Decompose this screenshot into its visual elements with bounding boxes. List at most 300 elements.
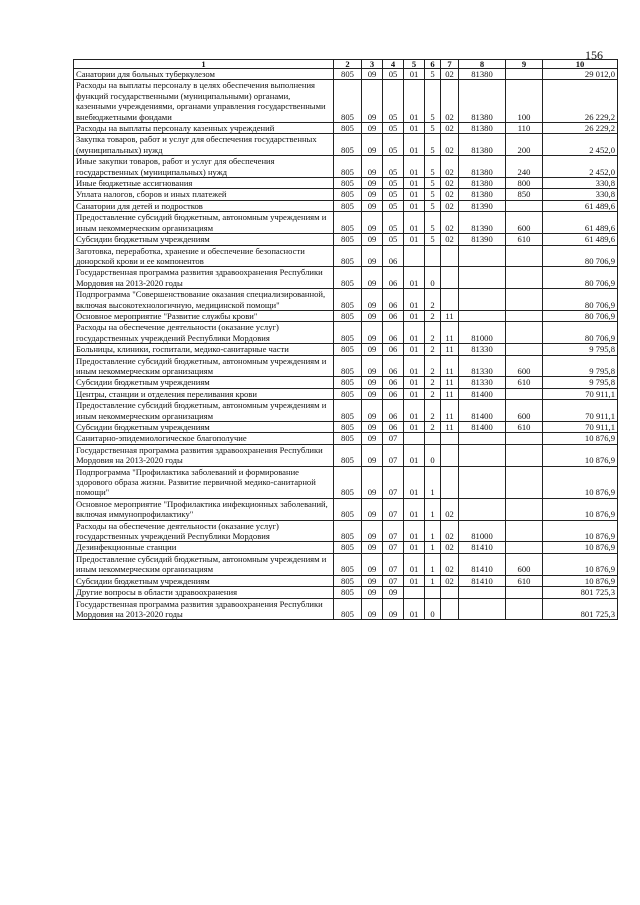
col-5-cell: [404, 433, 425, 444]
amount-cell: 10 876,9: [543, 433, 618, 444]
amount-cell: 80 706,9: [543, 310, 618, 321]
col-3-cell: 09: [362, 322, 383, 344]
col-9-cell: [506, 520, 543, 542]
col-4-cell: 06: [383, 289, 404, 311]
col-2-cell: 805: [334, 134, 362, 156]
table-row: [74, 178, 618, 189]
col-6-cell: 2: [425, 344, 441, 355]
col-2-cell: 805: [334, 69, 362, 80]
col-9-cell: 110: [506, 123, 543, 134]
col-7-cell: 02: [441, 542, 459, 553]
col-2-cell: 805: [334, 178, 362, 189]
col-8-cell: 81000: [459, 322, 506, 344]
col-2-cell: 805: [334, 433, 362, 444]
col-9-cell: 100: [506, 80, 543, 123]
col-8-cell: 81400: [459, 400, 506, 422]
col-9-cell: [506, 322, 543, 344]
col-5-cell: 01: [404, 466, 425, 498]
col-8-cell: 81380: [459, 69, 506, 80]
col-6-cell: [425, 245, 441, 267]
row-name: Государственная программа развития здравоохранения Республики Мордовия на 2013-2020 годы: [74, 444, 334, 466]
amount-cell: 80 706,9: [543, 322, 618, 344]
amount-cell: 330,8: [543, 189, 618, 200]
col-7-cell: 02: [441, 69, 459, 80]
col-3-cell: 09: [362, 234, 383, 245]
col-6-cell: 1: [425, 553, 441, 575]
row-name: Основное мероприятие "Профилактика инфекционных заболеваний, включая иммунопрофилактику": [74, 498, 334, 520]
col-2-cell: 805: [334, 400, 362, 422]
col-5-cell: 01: [404, 575, 425, 586]
col-3-cell: 09: [362, 189, 383, 200]
table-row: [74, 267, 618, 289]
col-2-cell: 805: [334, 344, 362, 355]
col-8-cell: 81380: [459, 123, 506, 134]
col-7-cell: 02: [441, 575, 459, 586]
col-5-cell: 01: [404, 400, 425, 422]
col-9-cell: 240: [506, 156, 543, 178]
col-7-cell: 02: [441, 553, 459, 575]
col-8-cell: [459, 498, 506, 520]
col-6-cell: 2: [425, 422, 441, 433]
col-7-cell: 02: [441, 80, 459, 123]
col-4-cell: 05: [383, 156, 404, 178]
col-6-cell: 1: [425, 575, 441, 586]
row-name: Расходы на обеспечение деятельности (оказание услуг) государственных учреждений Республики Мордовия: [74, 520, 334, 542]
col-3-cell: 09: [362, 123, 383, 134]
col-3-cell: 09: [362, 598, 383, 620]
row-name: Расходы на выплаты персоналу в целях обеспечения выполнения функций государственными (муниципальными) органами, казенными учреждениями, органами управления государственными внебюджетными фондами: [74, 80, 334, 123]
col-9-cell: [506, 289, 543, 311]
col-4-cell: 07: [383, 553, 404, 575]
column-header: 3: [362, 60, 383, 69]
col-3-cell: 09: [362, 134, 383, 156]
amount-cell: 26 229,2: [543, 80, 618, 123]
col-5-cell: 01: [404, 598, 425, 620]
col-7-cell: [441, 433, 459, 444]
col-7-cell: 11: [441, 310, 459, 321]
col-9-cell: [506, 542, 543, 553]
col-5-cell: 01: [404, 123, 425, 134]
col-4-cell: 07: [383, 520, 404, 542]
row-name: Другие вопросы в области здравоохранения: [74, 587, 334, 598]
col-2-cell: 805: [334, 80, 362, 123]
col-7-cell: [441, 444, 459, 466]
amount-cell: 9 795,8: [543, 355, 618, 377]
table-row: [74, 189, 618, 200]
col-4-cell: 05: [383, 123, 404, 134]
row-name: Расходы на выплаты персоналу казенных учреждений: [74, 123, 334, 134]
col-4-cell: 06: [383, 400, 404, 422]
col-6-cell: 2: [425, 322, 441, 344]
col-4-cell: 05: [383, 212, 404, 234]
table-row: [74, 377, 618, 388]
row-name: Государственная программа развития здравоохранения Республики Мордовия на 2013-2020 годы: [74, 598, 334, 620]
col-3-cell: 09: [362, 355, 383, 377]
col-9-cell: [506, 388, 543, 399]
amount-cell: 70 911,1: [543, 400, 618, 422]
col-8-cell: [459, 466, 506, 498]
table-row: [74, 289, 618, 311]
col-6-cell: 2: [425, 289, 441, 311]
col-8-cell: [459, 598, 506, 620]
col-4-cell: 05: [383, 178, 404, 189]
col-2-cell: 805: [334, 355, 362, 377]
table-row: [74, 156, 618, 178]
amount-cell: 2 452,0: [543, 156, 618, 178]
col-3-cell: 09: [362, 498, 383, 520]
amount-cell: 80 706,9: [543, 267, 618, 289]
col-9-cell: [506, 267, 543, 289]
col-3-cell: 09: [362, 400, 383, 422]
col-2-cell: 805: [334, 575, 362, 586]
col-5-cell: 01: [404, 69, 425, 80]
col-4-cell: 09: [383, 587, 404, 598]
row-name: Предоставление субсидий бюджетным, автономным учреждениям и иным некоммерческим организациям: [74, 355, 334, 377]
row-name: Подпрограмма "Профилактика заболеваний и формирование здорового образа жизни. Развитие первичной медико-санитарной помощи": [74, 466, 334, 498]
col-4-cell: 05: [383, 234, 404, 245]
col-3-cell: 09: [362, 466, 383, 498]
col-3-cell: 09: [362, 388, 383, 399]
row-name: Санитарно-эпидемиологическое благополучие: [74, 433, 334, 444]
col-4-cell: 06: [383, 422, 404, 433]
col-3-cell: 09: [362, 422, 383, 433]
col-4-cell: 06: [383, 344, 404, 355]
col-5-cell: 01: [404, 310, 425, 321]
row-name: Расходы на обеспечение деятельности (оказание услуг) государственных учреждений Республики Мордовия: [74, 322, 334, 344]
table-row: [74, 200, 618, 211]
col-8-cell: 81390: [459, 234, 506, 245]
table-row: [74, 444, 618, 466]
col-8-cell: [459, 267, 506, 289]
col-5-cell: 01: [404, 355, 425, 377]
col-6-cell: 0: [425, 598, 441, 620]
table-row: [74, 388, 618, 399]
col-8-cell: 81330: [459, 377, 506, 388]
row-name: Центры, станции и отделения переливания крови: [74, 388, 334, 399]
col-2-cell: 805: [334, 466, 362, 498]
col-4-cell: 06: [383, 355, 404, 377]
col-6-cell: 1: [425, 520, 441, 542]
col-7-cell: [441, 245, 459, 267]
col-7-cell: 02: [441, 134, 459, 156]
col-2-cell: 805: [334, 267, 362, 289]
col-5-cell: 01: [404, 212, 425, 234]
row-name: Субсидии бюджетным учреждениям: [74, 575, 334, 586]
col-6-cell: 2: [425, 355, 441, 377]
col-5-cell: 01: [404, 388, 425, 399]
col-7-cell: 11: [441, 400, 459, 422]
col-6-cell: 5: [425, 234, 441, 245]
col-8-cell: 81380: [459, 178, 506, 189]
col-6-cell: [425, 587, 441, 598]
col-8-cell: [459, 245, 506, 267]
col-8-cell: 81380: [459, 134, 506, 156]
col-7-cell: 11: [441, 377, 459, 388]
col-7-cell: 11: [441, 388, 459, 399]
col-7-cell: 02: [441, 189, 459, 200]
col-5-cell: [404, 587, 425, 598]
col-3-cell: 09: [362, 310, 383, 321]
amount-cell: 10 876,9: [543, 520, 618, 542]
row-name: Предоставление субсидий бюджетным, автономным учреждениям и иным некоммерческим организациям: [74, 400, 334, 422]
table-row: [74, 433, 618, 444]
col-7-cell: 02: [441, 234, 459, 245]
col-2-cell: 805: [334, 598, 362, 620]
row-name: Субсидии бюджетным учреждениям: [74, 377, 334, 388]
col-3-cell: 09: [362, 178, 383, 189]
amount-cell: 29 012,0: [543, 69, 618, 80]
col-4-cell: 07: [383, 444, 404, 466]
amount-cell: 801 725,3: [543, 587, 618, 598]
col-2-cell: 805: [334, 245, 362, 267]
table-row: [74, 587, 618, 598]
col-4-cell: 06: [383, 267, 404, 289]
col-9-cell: 610: [506, 575, 543, 586]
col-9-cell: [506, 200, 543, 211]
col-7-cell: 02: [441, 212, 459, 234]
col-2-cell: 805: [334, 498, 362, 520]
col-9-cell: [506, 69, 543, 80]
table-row: [74, 234, 618, 245]
col-3-cell: 09: [362, 267, 383, 289]
col-6-cell: 5: [425, 200, 441, 211]
col-4-cell: 06: [383, 377, 404, 388]
row-name: Субсидии бюджетным учреждениям: [74, 234, 334, 245]
col-5-cell: 01: [404, 134, 425, 156]
amount-cell: 9 795,8: [543, 377, 618, 388]
col-2-cell: 805: [334, 388, 362, 399]
col-6-cell: 0: [425, 267, 441, 289]
col-8-cell: 81400: [459, 388, 506, 399]
table-row: [74, 322, 618, 344]
col-6-cell: 2: [425, 388, 441, 399]
col-7-cell: [441, 466, 459, 498]
col-9-cell: 600: [506, 400, 543, 422]
col-3-cell: 09: [362, 80, 383, 123]
table-row: [74, 212, 618, 234]
col-5-cell: 01: [404, 156, 425, 178]
col-3-cell: 09: [362, 344, 383, 355]
col-2-cell: 805: [334, 422, 362, 433]
col-6-cell: 5: [425, 80, 441, 123]
col-8-cell: 81390: [459, 200, 506, 211]
col-3-cell: 09: [362, 587, 383, 598]
col-2-cell: 805: [334, 123, 362, 134]
row-name: Основное мероприятие "Развитие службы крови": [74, 310, 334, 321]
col-5-cell: 01: [404, 377, 425, 388]
table-row: [74, 355, 618, 377]
col-7-cell: 02: [441, 178, 459, 189]
table-row: [74, 598, 618, 620]
row-name: Заготовка, переработка, хранение и обеспечение безопасности донорской крови и ее компонентов: [74, 245, 334, 267]
col-8-cell: [459, 310, 506, 321]
col-4-cell: 07: [383, 498, 404, 520]
amount-cell: 330,8: [543, 178, 618, 189]
col-6-cell: 1: [425, 542, 441, 553]
row-name: Иные бюджетные ассигнования: [74, 178, 334, 189]
col-9-cell: 610: [506, 377, 543, 388]
column-header: 2: [334, 60, 362, 69]
table-row: [74, 498, 618, 520]
row-name: Санатории для больных туберкулезом: [74, 69, 334, 80]
col-4-cell: 05: [383, 69, 404, 80]
col-9-cell: 600: [506, 212, 543, 234]
col-2-cell: 805: [334, 189, 362, 200]
col-3-cell: 09: [362, 520, 383, 542]
row-name: Уплата налогов, сборов и иных платежей: [74, 189, 334, 200]
col-3-cell: 09: [362, 433, 383, 444]
table-row: [74, 422, 618, 433]
table-row: [74, 466, 618, 498]
col-9-cell: 600: [506, 553, 543, 575]
amount-cell: 26 229,2: [543, 123, 618, 134]
col-4-cell: 07: [383, 433, 404, 444]
col-4-cell: 07: [383, 466, 404, 498]
col-5-cell: 01: [404, 520, 425, 542]
row-name: Предоставление субсидий бюджетным, автономным учреждениям и иным некоммерческим организациям: [74, 212, 334, 234]
col-4-cell: 06: [383, 322, 404, 344]
table-row: [74, 400, 618, 422]
row-name: Больницы, клиники, госпитали, медико-санитарные части: [74, 344, 334, 355]
col-5-cell: 01: [404, 344, 425, 355]
col-6-cell: 1: [425, 498, 441, 520]
col-7-cell: 11: [441, 322, 459, 344]
row-name: Субсидии бюджетным учреждениям: [74, 422, 334, 433]
col-7-cell: [441, 598, 459, 620]
table-row: [74, 344, 618, 355]
col-8-cell: [459, 587, 506, 598]
col-6-cell: 5: [425, 178, 441, 189]
budget-table: [73, 59, 618, 620]
col-7-cell: [441, 587, 459, 598]
col-5-cell: 01: [404, 234, 425, 245]
col-6-cell: [425, 433, 441, 444]
col-9-cell: [506, 587, 543, 598]
col-2-cell: 805: [334, 212, 362, 234]
col-4-cell: 06: [383, 310, 404, 321]
col-5-cell: 01: [404, 322, 425, 344]
column-header: 9: [506, 60, 543, 69]
amount-cell: 61 489,6: [543, 212, 618, 234]
col-7-cell: 02: [441, 123, 459, 134]
col-8-cell: [459, 433, 506, 444]
col-9-cell: 610: [506, 422, 543, 433]
col-3-cell: 09: [362, 212, 383, 234]
col-2-cell: 805: [334, 520, 362, 542]
col-9-cell: 600: [506, 355, 543, 377]
table-row: [74, 134, 618, 156]
column-header: 1: [74, 60, 334, 69]
col-4-cell: 09: [383, 598, 404, 620]
col-9-cell: [506, 310, 543, 321]
col-8-cell: 81380: [459, 80, 506, 123]
col-2-cell: 805: [334, 377, 362, 388]
col-4-cell: 05: [383, 200, 404, 211]
col-8-cell: 81400: [459, 422, 506, 433]
col-8-cell: 81380: [459, 189, 506, 200]
col-3-cell: 09: [362, 377, 383, 388]
col-9-cell: [506, 444, 543, 466]
col-7-cell: 11: [441, 422, 459, 433]
column-header: 8: [459, 60, 506, 69]
col-5-cell: 01: [404, 553, 425, 575]
amount-cell: 10 876,9: [543, 498, 618, 520]
col-4-cell: 05: [383, 189, 404, 200]
col-6-cell: 5: [425, 69, 441, 80]
amount-cell: 801 725,3: [543, 598, 618, 620]
row-name: Закупка товаров, работ и услуг для обеспечения государственных (муниципальных) нужд: [74, 134, 334, 156]
col-8-cell: [459, 289, 506, 311]
amount-cell: 80 706,9: [543, 289, 618, 311]
col-2-cell: 805: [334, 289, 362, 311]
amount-cell: 10 876,9: [543, 466, 618, 498]
table-row: [74, 575, 618, 586]
col-8-cell: 81000: [459, 520, 506, 542]
col-6-cell: 5: [425, 123, 441, 134]
col-6-cell: 5: [425, 156, 441, 178]
col-7-cell: 02: [441, 520, 459, 542]
col-7-cell: [441, 267, 459, 289]
amount-cell: 10 876,9: [543, 444, 618, 466]
col-7-cell: 02: [441, 156, 459, 178]
col-9-cell: [506, 433, 543, 444]
col-9-cell: [506, 598, 543, 620]
col-4-cell: 05: [383, 134, 404, 156]
table-row: [74, 245, 618, 267]
table-row: [74, 542, 618, 553]
col-3-cell: 09: [362, 200, 383, 211]
col-2-cell: 805: [334, 587, 362, 598]
amount-cell: 61 489,6: [543, 234, 618, 245]
col-2-cell: 805: [334, 553, 362, 575]
col-4-cell: 05: [383, 80, 404, 123]
col-2-cell: 805: [334, 542, 362, 553]
amount-cell: 9 795,8: [543, 344, 618, 355]
col-3-cell: 09: [362, 553, 383, 575]
col-6-cell: 1: [425, 466, 441, 498]
table-row: [74, 520, 618, 542]
col-6-cell: 2: [425, 377, 441, 388]
table-row: [74, 553, 618, 575]
col-6-cell: 5: [425, 212, 441, 234]
col-6-cell: 5: [425, 189, 441, 200]
col-3-cell: 09: [362, 69, 383, 80]
col-9-cell: [506, 498, 543, 520]
col-8-cell: 81410: [459, 575, 506, 586]
col-8-cell: 81410: [459, 542, 506, 553]
col-5-cell: 01: [404, 444, 425, 466]
amount-cell: 10 876,9: [543, 553, 618, 575]
col-7-cell: 02: [441, 498, 459, 520]
col-4-cell: 07: [383, 542, 404, 553]
row-name: Подпрограмма "Совершенствование оказания специализированной, включая высокотехнологичную, медицинской помощи": [74, 289, 334, 311]
col-8-cell: 81330: [459, 355, 506, 377]
column-header: 6: [425, 60, 441, 69]
col-6-cell: 2: [425, 310, 441, 321]
col-4-cell: 06: [383, 245, 404, 267]
col-9-cell: 200: [506, 134, 543, 156]
col-6-cell: 2: [425, 400, 441, 422]
header-row: [74, 60, 618, 69]
row-name: Иные закупки товаров, работ и услуг для обеспечения государственных (муниципальных) нужд: [74, 156, 334, 178]
col-3-cell: 09: [362, 245, 383, 267]
amount-cell: 10 876,9: [543, 575, 618, 586]
col-9-cell: 610: [506, 234, 543, 245]
col-8-cell: 81330: [459, 344, 506, 355]
row-name: Дезинфекционные станции: [74, 542, 334, 553]
table-row: [74, 123, 618, 134]
col-7-cell: 11: [441, 344, 459, 355]
